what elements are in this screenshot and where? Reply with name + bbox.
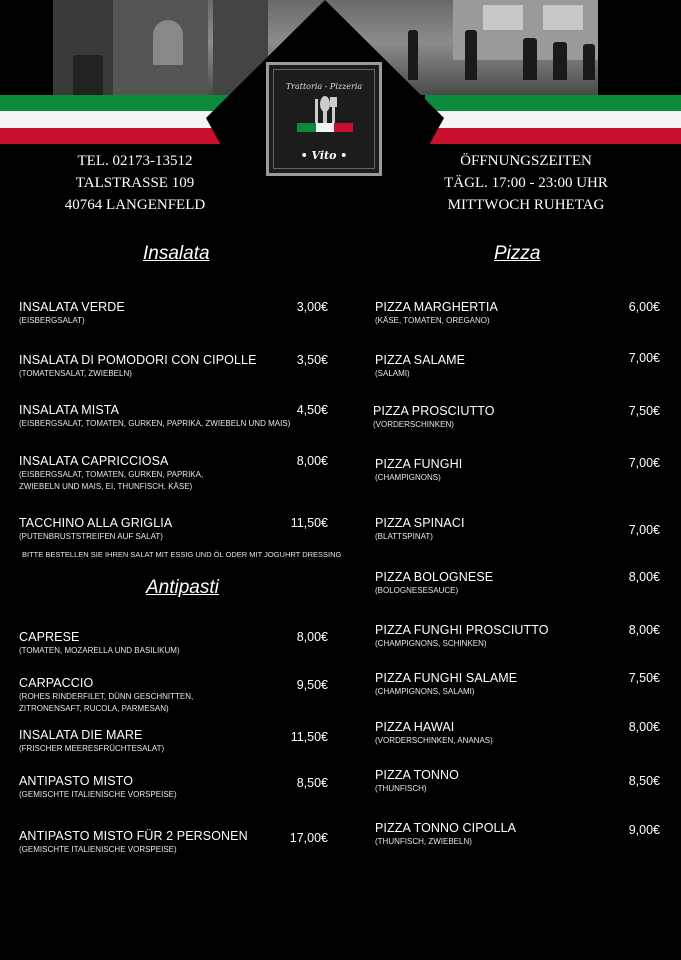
item-price: 17,00€ <box>289 831 328 845</box>
insalata-heading: Insalata <box>143 243 210 264</box>
restaurant-logo <box>266 62 382 176</box>
pizza-heading: Pizza <box>494 243 541 264</box>
phone-number: TEL. 02173-13512 <box>77 153 193 169</box>
item-price: 7,50€ <box>628 671 660 685</box>
menu-item: ANTIPASTO MISTO (GEMISCHTE ITALIENISCHE VORSPEISE) <box>19 774 177 799</box>
item-price: 6,00€ <box>628 300 660 314</box>
street-address: TALSTRASSE 109 <box>75 175 195 191</box>
menu-item: PIZZA TONNO (THUNFISCH) <box>375 768 459 793</box>
item-price: 9,50€ <box>296 678 328 692</box>
item-price: 7,00€ <box>628 351 660 365</box>
flag-stripe-right <box>425 95 681 144</box>
city-address: 40764 LANGENFELD <box>64 197 206 213</box>
item-price: 7,50€ <box>628 404 660 418</box>
menu-item: TACCHINO ALLA GRIGLIA (PUTENBRUSTSTREIFEN AUF SALAT) <box>19 516 173 541</box>
menu-item: CARPACCIO (ROHES RINDERFILET, DÜNN GESCHNITTEN, ZITRONENSAFT, RUCOLA, PARMESAN) <box>19 676 194 713</box>
item-price: 3,00€ <box>296 300 328 314</box>
menu-item: PIZZA BOLOGNESE (BOLOGNESESAUCE) <box>375 570 494 595</box>
contact-block <box>15 150 255 216</box>
menu-item: INSALATA VERDE (EISBERGSALAT) <box>19 300 125 325</box>
item-price: 9,00€ <box>628 823 660 837</box>
menu-item: CAPRESE (TOMATEN, MOZARELLA UND BASILIKUM) <box>19 630 180 655</box>
menu-item: INSALATA CAPRICCIOSA (EISBERGSALAT, TOMATEN, GURKEN, PAPRIKA, ZWIEBELN UND MAIS, EI, THUNFISCH, KÄSE) <box>19 454 204 491</box>
item-price: 8,00€ <box>628 623 660 637</box>
menu-item: ANTIPASTO MISTO FÜR 2 PERSONEN (GEMISCHTE ITALIENISCHE VORSPEISE) <box>19 829 248 854</box>
hours-rest-day: MITTWOCH RUHETAG <box>447 197 605 213</box>
flag-stripe-left <box>0 95 236 144</box>
menu-item: PIZZA SALAME (SALAMI) <box>375 353 466 378</box>
item-price: 7,00€ <box>628 456 660 470</box>
logo-name: • Vito • <box>300 149 348 162</box>
salad-dressing-note: BITTE BESTELLEN SIE IHREN SALAT MIT ESSIG UND ÖL ODER MIT JOGUHRT DRESSING <box>22 550 342 559</box>
hours-title: ÖFFNUNGSZEITEN <box>460 153 592 169</box>
item-price: 8,50€ <box>296 776 328 790</box>
menu-item: PIZZA PROSCIUTTO (VORDERSCHINKEN) <box>373 404 495 429</box>
menu-item: INSALATA MISTA (EISBERGSALAT, TOMATEN, GURKEN, PAPRIKA, ZWIEBELN UND MAIS) <box>19 403 291 428</box>
menu-item: PIZZA FUNGHI (CHAMPIGNONS) <box>375 457 463 482</box>
item-price: 8,50€ <box>628 774 660 788</box>
logo-title: Trattoria - Pizzeria <box>285 82 363 91</box>
item-price: 8,00€ <box>628 570 660 584</box>
opening-hours-block <box>406 150 646 216</box>
menu-item: PIZZA MARGHERTIA (KÄSE, TOMATEN, OREGANO) <box>375 300 498 325</box>
item-price: 7,00€ <box>628 523 660 537</box>
menu-item: PIZZA FUNGHI PROSCIUTTO (CHAMPIGNONS, SCHINKEN) <box>375 623 549 648</box>
antipasti-heading: Antipasti <box>146 577 219 598</box>
menu-item: INSALATA DI POMODORI CON CIPOLLE (TOMATENSALAT, ZWIEBELN) <box>19 353 257 378</box>
logo-flag-ribbon <box>297 123 353 132</box>
menu-item: PIZZA FUNGHI SALAME (CHAMPIGNONS, SALAMI) <box>375 671 518 696</box>
menu-item: INSALATA DIE MARE (FRISCHER MEERESFRÜCHTESALAT) <box>19 728 165 753</box>
menu-item: PIZZA SPINACI (BLATTSPINAT) <box>375 516 465 541</box>
item-price: 3,50€ <box>296 353 328 367</box>
menu-item: PIZZA TONNO CIPOLLA (THUNFISCH, ZWIEBELN) <box>375 821 517 846</box>
menu-item: PIZZA HAWAI (VORDERSCHINKEN, ANANAS) <box>375 720 493 745</box>
item-price: 11,50€ <box>290 730 328 744</box>
item-price: 4,50€ <box>296 403 328 417</box>
item-price: 8,00€ <box>296 630 328 644</box>
item-price: 11,50€ <box>290 516 328 530</box>
item-price: 8,00€ <box>628 720 660 734</box>
item-price: 8,00€ <box>296 454 328 468</box>
hours-daily: TÄGL. 17:00 - 23:00 UHR <box>444 175 608 191</box>
